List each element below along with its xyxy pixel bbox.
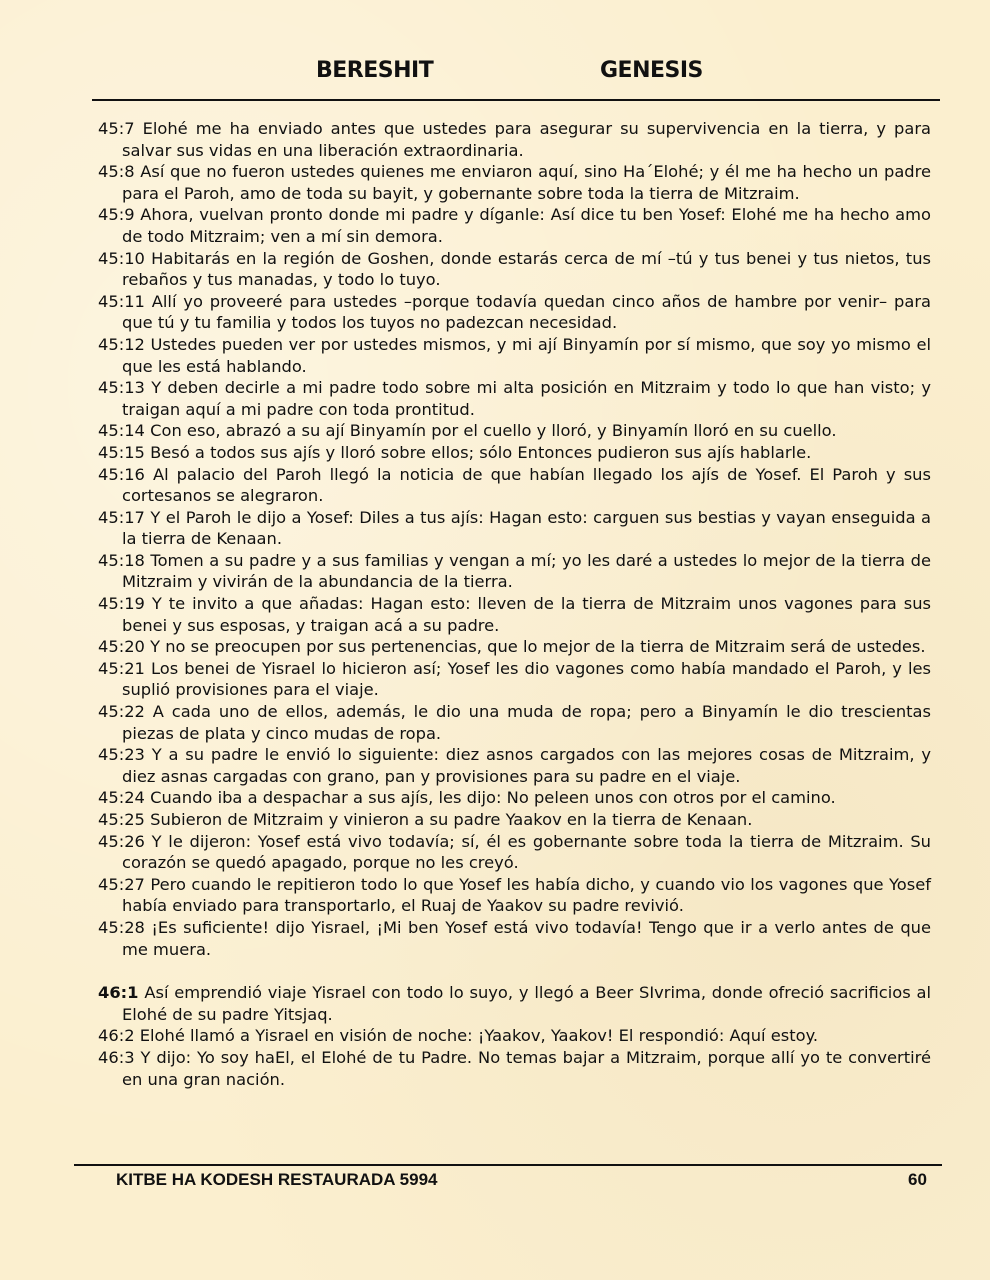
verse (98, 1047, 931, 1090)
verse-reference: 45:26 (98, 831, 145, 851)
verse-reference: 46:3 (98, 1047, 135, 1067)
header-book-english: GENESIS (600, 58, 703, 83)
verse-reference: 46:2 (98, 1026, 135, 1046)
verse-text: Besó a todos sus ajís y lloró sobre ellos; sólo Entonces pudieron sus ajís hablarle. (150, 442, 812, 462)
verse-text: Subieron de Mitzraim y vinieron a su padre Yaakov en la tierra de Kenaan. (150, 810, 753, 829)
verse-reference: 45:25 (98, 810, 145, 829)
verse (98, 420, 931, 442)
verse-text: Y te invito a que añadas: Hagan esto: lleven de la tierra de Mitzraim unos vagones para sus benei y sus esposas, y traigan acá a su padre. (122, 594, 931, 635)
verse-reference: 45:9 (98, 205, 135, 225)
footer-rule (74, 1164, 942, 1166)
verse (98, 701, 931, 744)
verse-reference: 45:10 (98, 248, 145, 268)
page-header (0, 58, 990, 90)
header-book-hebrew: BERESHIT (316, 58, 434, 83)
verse (98, 982, 931, 1025)
header-rule (92, 99, 940, 101)
verse-reference: 45:28 (98, 917, 145, 937)
verse-text: Pero cuando le repitieron todo lo que Yosef les había dicho, y cuando vio los vagones que Yosef había enviado para transportarlo, el Ruaj de Yaakov su padre revivió. (122, 874, 931, 916)
verse-text: Habitarás en la región de Goshen, donde estarás cerca de mí –tú y tus benei y tus nietos, tus rebaños y tus manadas, y todo lo tuyo. (122, 248, 931, 290)
verse (98, 248, 931, 291)
verse-reference: 45:12 (98, 334, 145, 354)
verse-reference: 45:24 (98, 788, 145, 808)
verse-text: Los benei de Yisrael lo hicieron así; Yosef les dio vagones como había mandado el Paroh, y les suplió provisiones para el viaje. (122, 658, 931, 700)
verse (98, 464, 931, 507)
verse-reference: 45:16 (98, 464, 145, 484)
scripture-text (98, 118, 931, 1090)
verse-reference: 45:27 (98, 874, 145, 894)
verse-reference: 45:19 (98, 594, 145, 614)
verse (98, 593, 931, 636)
verse-reference: 45:14 (98, 421, 145, 441)
verse-text: Elohé me ha enviado antes que ustedes para asegurar su supervivencia en la tierra, y para salvar sus vidas en una liberación extraordinaria. (122, 119, 931, 160)
verse (98, 291, 931, 334)
verse-text: Allí yo proveeré para ustedes –porque todavía quedan cinco años de hambre por venir– para que tú y tu familia y todos los tuyos no padezcan necesidad. (122, 291, 931, 333)
verse (98, 442, 931, 464)
verse (98, 377, 931, 420)
verse (98, 1025, 931, 1047)
verse-text: ¡Es suficiente! dijo Yisrael, ¡Mi ben Yosef está vivo todavía! Tengo que ir a verlo antes de que me muera. (122, 917, 931, 959)
verse (98, 161, 931, 204)
verse-reference: 46:1 (98, 983, 139, 1003)
verse (98, 204, 931, 247)
verse-reference: 45:13 (98, 378, 145, 398)
verse-text: Y el Paroh le dijo a Yosef: Diles a tus ajís: Hagan esto: carguen sus bestias y vayan enseguida a la tierra de Kenaan. (122, 507, 931, 549)
verse-reference: 45:7 (98, 119, 135, 138)
chapter-45-verses (98, 118, 931, 960)
verse-text: Con eso, abrazó a su ají Binyamín por el cuello y lloró, y Binyamín lloró en su cuello. (150, 421, 837, 441)
chapter-46-verses (98, 982, 931, 1090)
verse-text: A cada uno de ellos, además, le dio una muda de ropa; pero a Binyamín le dio trescientas piezas de plata y cinco mudas de ropa. (122, 702, 931, 743)
verse-text: Al palacio del Paroh llegó la noticia de que habían llegado los ajís de Yosef. El Paroh y sus cortesanos se alegraron. (122, 464, 931, 506)
verse (98, 636, 931, 658)
verse-reference: 45:15 (98, 442, 145, 462)
verse-text: Y no se preocupen por sus pertenencias, que lo mejor de la tierra de Mitzraim será de ustedes. (150, 637, 926, 657)
verse-reference: 45:8 (98, 162, 135, 182)
verse (98, 917, 931, 960)
chapter-gap (98, 960, 931, 982)
verse (98, 787, 931, 809)
verse-text: Así que no fueron ustedes quienes me enviaron aquí, sino Ha´Elohé; y él me ha hecho un padre para el Paroh, amo de toda su bayit, y gobernante sobre toda la tierra de Mitzraim. (122, 162, 931, 203)
verse-reference: 45:23 (98, 745, 145, 765)
verse-reference: 45:11 (98, 291, 145, 311)
verse-text: Cuando iba a despachar a sus ajís, les dijo: No peleen unos con otros por el camino. (150, 788, 836, 808)
verse-text: Ustedes pueden ver por ustedes mismos, y mi ají Binyamín por sí mismo, que soy yo mismo el que les está hablando. (122, 334, 931, 376)
verse (98, 831, 931, 874)
verse-reference: 45:18 (98, 550, 145, 570)
verse-text: Y a su padre le envió lo siguiente: diez asnos cargados con las mejores cosas de Mitzraim, y diez asnas cargadas con grano, pan y provisiones para su padre en el viaje. (122, 745, 931, 786)
verse (98, 658, 931, 701)
footer-title: KITBE HA KODESH RESTAURADA 5994 (116, 1170, 438, 1189)
verse (98, 874, 931, 917)
verse-reference: 45:17 (98, 507, 145, 527)
verse-reference: 45:22 (98, 702, 145, 722)
verse (98, 507, 931, 550)
verse (98, 550, 931, 593)
verse (98, 118, 931, 161)
verse-text: Y deben decirle a mi padre todo sobre mi alta posición en Mitzraim y todo lo que han visto; y traigan aquí a mi padre con toda prontitud. (122, 378, 931, 419)
verse-reference: 45:21 (98, 658, 145, 678)
verse-text: Y le dijeron: Yosef está vivo todavía; sí, él es gobernante sobre toda la tierra de Mitzraim. Su corazón se quedó apagado, porque no les creyó. (122, 831, 931, 873)
verse (98, 744, 931, 787)
verse-text: Ahora, vuelvan pronto donde mi padre y díganle: Así dice tu ben Yosef: Elohé me ha hecho amo de todo Mitzraim; ven a mí sin demora. (122, 205, 931, 246)
verse (98, 809, 931, 831)
page-number: 60 (908, 1170, 927, 1189)
verse-text: Así emprendió viaje Yisrael con todo lo suyo, y llegó a Beer SIvrima, donde ofreció sacrificios al Elohé de su padre Yitsjaq. (122, 983, 931, 1024)
verse-text: Y dijo: Yo soy haEl, el Elohé de tu Padre. No temas bajar a Mitzraim, porque allí yo te convertiré en una gran nación. (122, 1047, 931, 1089)
verse-text: Elohé llamó a Yisrael en visión de noche: ¡Yaakov, Yaakov! El respondió: Aquí estoy. (139, 1026, 819, 1046)
verse-reference: 45:20 (98, 637, 145, 657)
verse-text: Tomen a su padre y a sus familias y vengan a mí; yo les daré a ustedes lo mejor de la tierra de Mitzraim y vivirán de la abundancia de la tierra. (122, 550, 931, 592)
verse (98, 334, 931, 377)
